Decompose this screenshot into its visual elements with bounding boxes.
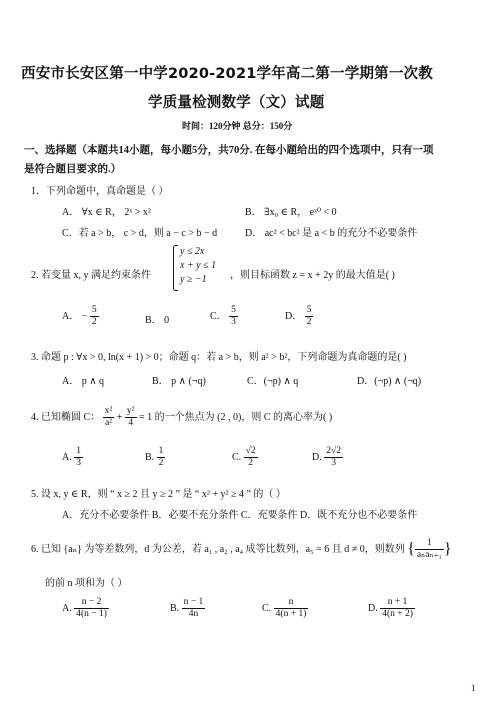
q5-stem: 5. 设 x, y ∈ R，则 “ x ≥ 2 且 y ≥ 2 ” 是 “ x² + y² ≥ 4 ” 的（ ）: [31, 489, 286, 500]
q6-a-numerator: n − 2: [74, 597, 109, 609]
q4-option-d-fraction: [324, 446, 343, 469]
q6-option-c: [262, 597, 308, 620]
q3-option-b: B． p ∧ (¬q): [152, 376, 206, 387]
q6-option-a-fraction: [74, 597, 109, 620]
q6-option-d-fraction: [380, 597, 415, 620]
q2-d-denominator: 2: [306, 317, 312, 327]
q4-c-numerator: √2: [245, 446, 256, 456]
section-heading-line2: 是符合题目要求的.）: [24, 164, 122, 175]
q6-b-denominator: 4n: [188, 609, 199, 619]
q2-stem-part2: ，则目标函数 z = x + 2y 的最大值是( ): [230, 270, 395, 281]
q4-fraction-y: [125, 406, 137, 429]
q4-option-d: [312, 446, 343, 469]
q6-option-b-fraction: [182, 597, 206, 620]
q1-option-d: D． ac² < bc² 是 a < b 的充分不必要条件: [245, 228, 418, 239]
q2-option-c: [210, 305, 238, 328]
q1-option-b: B． ∃x₀ ∈ R， eˣ⁰ < 0: [245, 207, 337, 218]
q6-option-d-label: D.: [368, 602, 378, 614]
q4-a-numerator: 1: [76, 446, 81, 456]
q4-stem-part2: = 1 的一个焦点为 (2 , 0)，则 C 的离心率为( ): [139, 411, 333, 423]
q2-option-b: B． 0: [145, 315, 170, 326]
q4-a-denominator: 3: [76, 458, 81, 468]
q2-d-numerator: 5: [306, 305, 312, 315]
q4-option-c-label: C.: [232, 451, 242, 463]
q4-option-b-fraction: [157, 446, 166, 469]
q3-stem: 3. 命题 p : ∀x > 0, ln(x + 1) > 0；命题 q：若 a > b，则 a² > b²，下列命题为真命题的是( ): [31, 352, 407, 363]
q4-fy-numerator: y²: [126, 406, 135, 416]
q4-option-b: [145, 446, 165, 469]
q3-option-a: A． p ∧ q: [62, 376, 105, 387]
q6-stem-line2: 的前 n 项和为（ ）: [45, 578, 128, 589]
q6-d-numerator: n + 1: [380, 597, 415, 609]
q4-plus: +: [116, 411, 125, 423]
q4-option-c-fraction: [244, 446, 258, 469]
q1-option-c: C．若 a > b， c > d，则 a − c > b − d: [62, 228, 218, 239]
q6-option-b-label: B.: [170, 602, 180, 614]
q4-option-c: [232, 446, 258, 469]
q2-option-c-label: C．: [210, 310, 227, 322]
q6-sequence-fraction: [415, 538, 444, 561]
page-number: 1: [471, 683, 476, 693]
q4-option-b-label: B.: [145, 451, 155, 463]
q6-option-d: [368, 597, 415, 620]
q6-a-denominator: 4(n − 1): [76, 609, 107, 619]
q6-stem-part1: 6. 已知 {aₙ} 为等差数列，d 为公差，若 a₁ , a₂ , a₄ 成等比数列，a₅ = 6 且 d ≠ 0，则数列: [31, 543, 405, 555]
q6-option-b: [170, 597, 205, 620]
q2-c-denominator: 3: [231, 317, 236, 327]
q4-option-d-label: D.: [312, 451, 322, 463]
q2-option-c-fraction: [229, 305, 238, 328]
q6-right-brace: }: [443, 540, 452, 558]
q4-option-a: [62, 446, 83, 469]
q2-option-d-fraction: [305, 305, 314, 328]
q2-constraint-3: y ≥ −1: [180, 274, 207, 285]
q6-option-c-label: C.: [262, 602, 272, 614]
q1-stem: 1．下列命题中，真命题是（ ）: [31, 186, 169, 197]
q3-option-c: C．(¬p) ∧ q: [247, 376, 299, 387]
q5-options: A．充分不必要条件 B．必要不充分条件 C．充要条件 D．既不充分也不必要条件: [62, 510, 418, 521]
q4-b-numerator: 1: [158, 446, 164, 456]
q2-c-numerator: 5: [231, 305, 236, 315]
q6-stem: [31, 538, 452, 561]
q2-a-numerator: 5: [91, 305, 97, 315]
q2-stem-part1: 2. 若变量 x, y 满足约束条件: [31, 270, 151, 281]
q6-left-brace: {: [407, 540, 415, 558]
q6-seq-denominator: aₙaₙ₊₁: [416, 550, 442, 560]
q6-c-numerator: n: [274, 597, 309, 609]
q3-option-d: D．(¬p) ∧ (¬q): [357, 376, 422, 387]
q2-a-denominator: 2: [91, 317, 97, 327]
q2-option-a-fraction: [90, 305, 99, 328]
q4-fraction-x: [103, 406, 115, 429]
section-heading-line1: 一、选择题（本题共14小题，每小题5分，共70分. 在每小题给出的四个选项中，只有一项: [24, 145, 434, 156]
q2-constraint-1: y ≤ 2x: [180, 246, 205, 257]
q6-option-c-fraction: [274, 597, 309, 620]
q2-constraint-brace: [173, 245, 178, 291]
q2-option-a-label: A． −: [62, 310, 88, 322]
exam-meta: 时间：120分钟 总分：150分: [182, 121, 293, 131]
q4-c-denominator: 2: [248, 458, 254, 468]
q4-d-numerator: 2√2: [326, 446, 341, 456]
q4-fx-numerator: x²: [104, 406, 113, 416]
q2-option-d: [285, 305, 313, 328]
q4-stem-part1: 4. 已知椭圆 C：: [31, 411, 101, 423]
q2-option-a: [62, 305, 99, 328]
q6-b-numerator: n − 1: [183, 597, 204, 607]
q6-option-a-label: A.: [62, 602, 72, 614]
q2-constraint-2: x + y ≤ 1: [180, 260, 217, 271]
q6-c-denominator: 4(n + 1): [275, 609, 307, 619]
q6-seq-numerator: 1: [415, 538, 444, 550]
q4-fx-denominator: a²: [104, 418, 113, 428]
q4-fy-denominator: 4: [128, 418, 134, 428]
q4-stem: [31, 406, 332, 429]
q1-option-a: A． ∀x ∈ R， 2ˣ > x²: [62, 207, 151, 218]
q4-b-denominator: 2: [158, 458, 164, 468]
q4-option-a-fraction: [74, 446, 83, 469]
exam-title-line2: 学质量检测数学（文）试题: [148, 95, 325, 111]
q2-option-d-label: D．: [285, 310, 303, 322]
q6-option-a: [62, 597, 109, 620]
q6-d-denominator: 4(n + 2): [382, 609, 413, 619]
exam-title-line1: 西安市长安区第一中学2020-2021学年高二第一学期第一次教: [21, 66, 433, 82]
q4-d-denominator: 3: [331, 458, 336, 468]
q4-option-a-label: A.: [62, 451, 72, 463]
